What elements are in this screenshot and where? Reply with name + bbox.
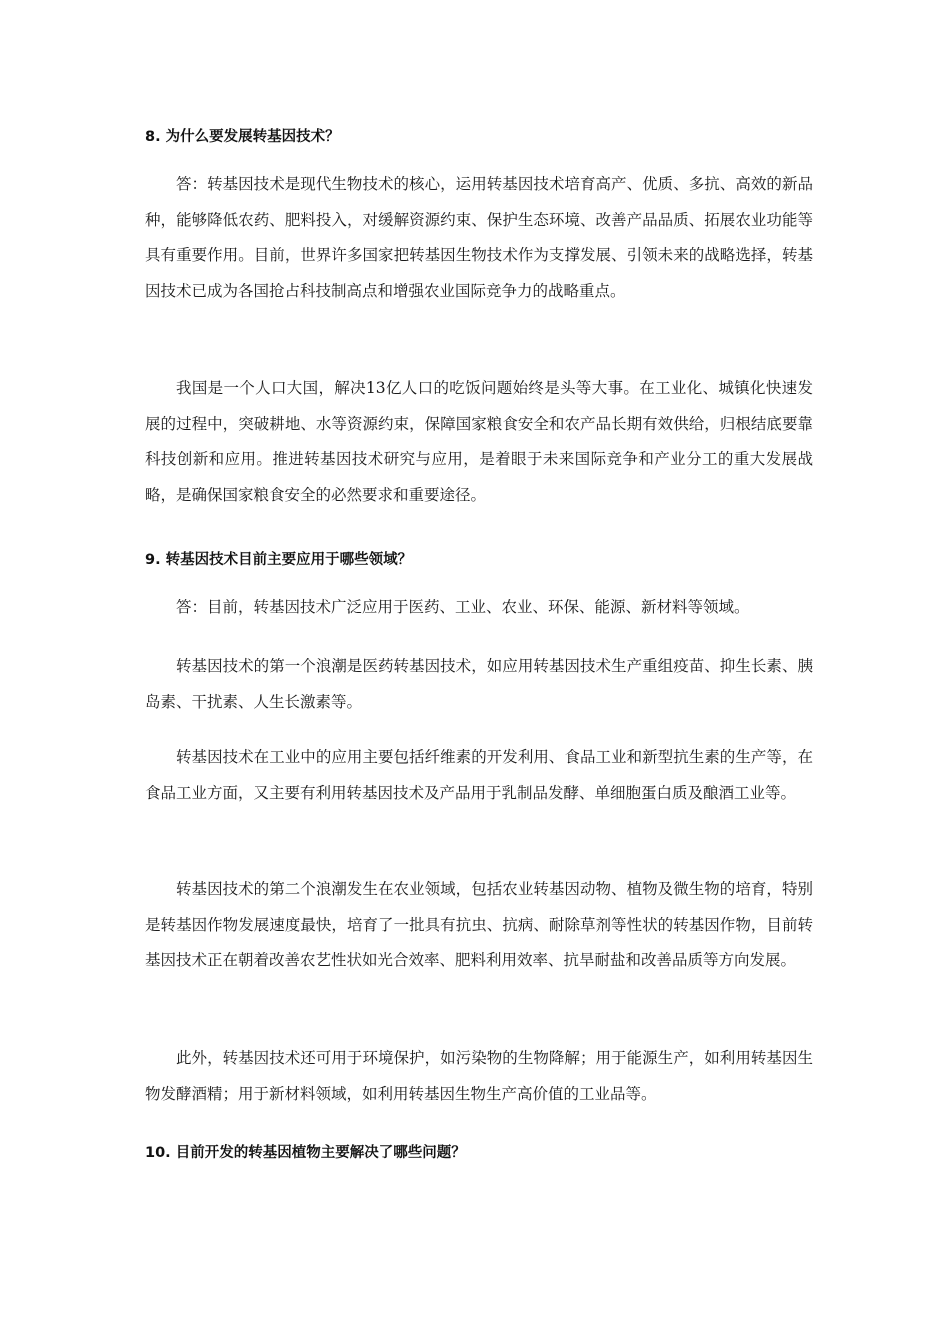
question-9-answer-paragraph: 答：目前，转基因技术广泛应用于医药、工业、农业、环保、能源、新材料等领域。 (176, 598, 750, 616)
question-9-paragraph-4: 转基因技术的第二个浪潮发生在农业领域，包括农业转基因动物、植物及微生物的培育，特别是转基因作物发展速度最快，培育了一批具有抗虫、抗病、耐除草剂等性状的转基因作物，目前转基因技术正在朝着改善农艺性状如光合效率、肥料利用效率、抗旱耐盐和改善品质等方向发展。 (145, 880, 813, 969)
question-9-paragraph-5: 此外，转基因技术还可用于环境保护，如污染物的生物降解；用于能源生产，如利用转基因生物发酵酒精；用于新材料领域，如利用转基因生物生产高价值的工业品等。 (145, 1049, 813, 1103)
question-9-paragraph-3: 转基因技术在工业中的应用主要包括纤维素的开发利用、食品工业和新型抗生素的生产等，在食品工业方面，又主要有利用转基因技术及产品用于乳制品发酵、单细胞蛋白质及酿酒工业等。 (145, 748, 813, 802)
question-8-answer-paragraph: 答：转基因技术是现代生物技术的核心，运用转基因技术培育高产、优质、多抗、高效的新品种，能够降低农药、肥料投入，对缓解资源约束、保护生态环境、改善产品品质、拓展农业功能等具有重要作用。目前，世界许多国家把转基因生物技术作为支撑发展、引领未来的战略选择，转基因技术已成为各国抢占科技制高点和增强农业国际竞争力的战略重点。 (145, 175, 813, 300)
question-9-heading: 9. 转基因技术目前主要应用于哪些领域？ (145, 552, 413, 568)
question-8-heading: 8. 为什么要发展转基因技术？ (145, 129, 340, 145)
question-8-paragraph-2: 我国是一个人口大国，解决13亿人口的吃饭问题始终是头等大事。在工业化、城镇化快速发展的过程中，突破耕地、水等资源约束，保障国家粮食安全和农产品长期有效供给，归根结底要靠科技创新和应用。推进转基因技术研究与应用，是着眼于未来国际竞争和产业分工的重大发展战略，是确保国家粮食安全的必然要求和重要途径。 (145, 379, 813, 504)
question-10-heading: 10. 目前开发的转基因植物主要解决了哪些问题？ (145, 1145, 466, 1161)
question-9-paragraph-2: 转基因技术的第一个浪潮是医药转基因技术，如应用转基因技术生产重组疫苗、抑生长素、胰岛素、干扰素、人生长激素等。 (145, 657, 813, 711)
